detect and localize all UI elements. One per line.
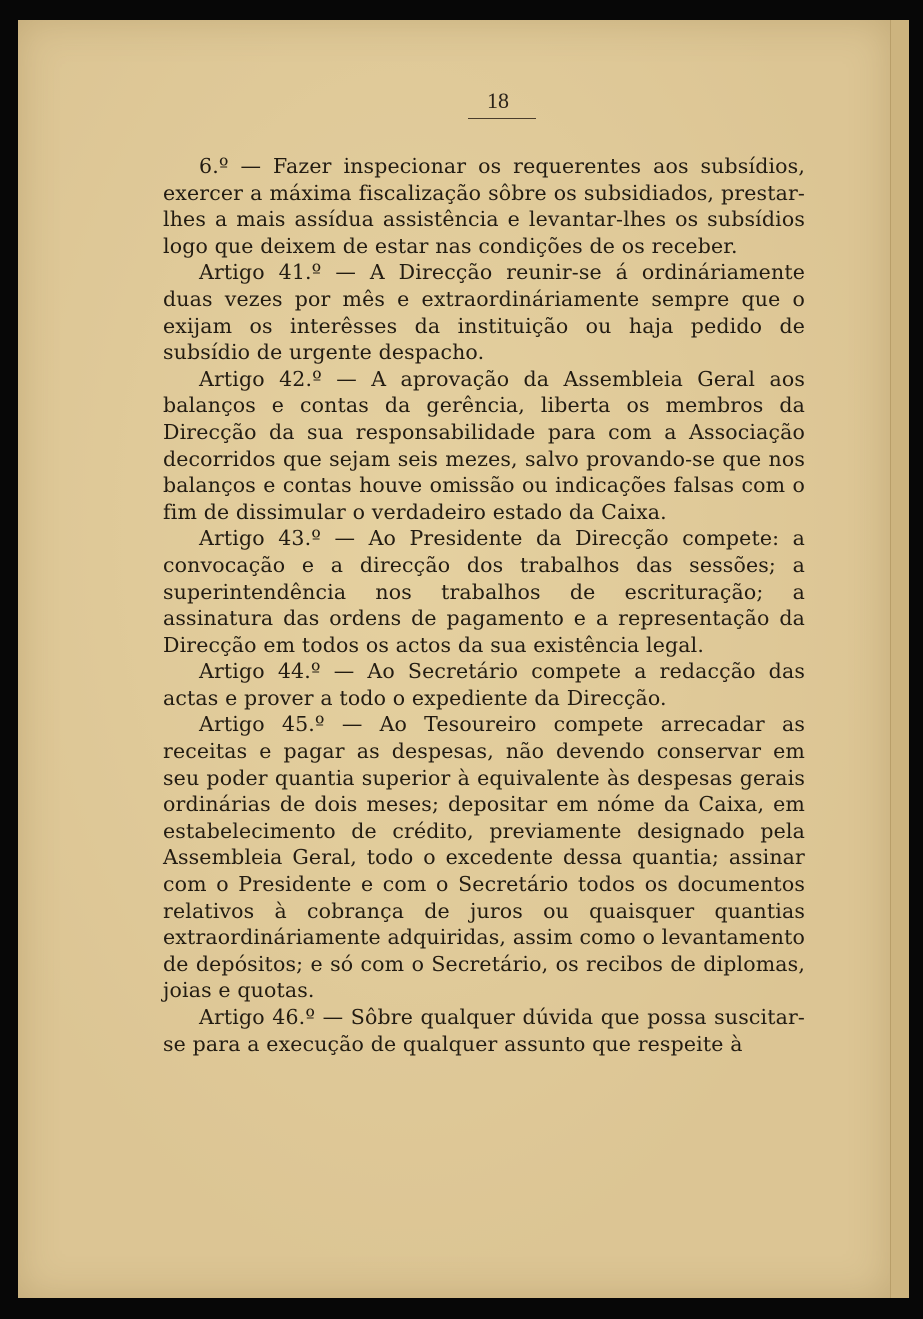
header-rule	[468, 118, 536, 119]
paragraph-article-45: Artigo 45.º — Ao Tesoureiro compete arrecadar as receitas e pagar as despesas, não devendo conservar em seu poder quantia superior à equivalente às despesas gerais ordinárias de dois meses; depositar em nóme da Caixa, em estabelecimento de crédito, previamente designado pela Assembleia Geral, todo o excedente dessa quantia; assinar com o Presidente e com o Secretário todos os documentos relativos à cobrança de juros ou quaisquer quantias extraordináriamente adquiridas, assim como o levantamento de depósitos; e só com o Secretário, os recibos de diplomas, joias e quotas.	[163, 712, 805, 1003]
paragraph-article-44: Artigo 44.º — Ao Secretário compete a redacção das actas e prover a todo o expediente da Direcção.	[163, 659, 805, 710]
body-text	[163, 153, 805, 1057]
paragraph-item-6: 6.º — Fazer inspecionar os requerentes aos subsídios, exercer a máxima fiscalização sôbre os subsidiados, prestar-lhes a mais assídua assistência e levantar-lhes os subsídios logo que deixem de estar nas condições de os receber.	[163, 154, 805, 258]
paragraph-article-46: Artigo 46.º — Sôbre qualquer dúvida que possa suscitar-se para a execução de qualquer assunto que respeite à	[163, 1005, 805, 1056]
paragraph-article-42: Artigo 42.º — A aprovação da Assembleia Geral aos balanços e contas da gerência, liberta os membros da Direcção da sua responsabilidade para com a Associação decorridos que sejam seis mezes, salvo provando-se que nos balanços e contas houve omissão ou indicações falsas com o fim de dissimular o verdadeiro estado da Caixa.	[163, 366, 805, 524]
page-edge	[890, 20, 909, 1298]
paragraph-article-43: Artigo 43.º — Ao Presidente da Direcção compete: a convocação e a direcção dos trabalhos das sessões; a superintendência nos trabalhos de escrituração; a assinatura das ordens de pagamento e a representação da Direcção em todos os actos da sua existência legal.	[163, 526, 805, 657]
page-number: 18	[487, 88, 509, 113]
paragraph-article-41: Artigo 41.º — A Direcção reunir-se á ordináriamente duas vezes por mês e extraordináriamente sempre que o exijam os interêsses da instituição ou haja pedido de subsídio de urgente despacho.	[163, 260, 805, 365]
document-page	[18, 20, 890, 1298]
